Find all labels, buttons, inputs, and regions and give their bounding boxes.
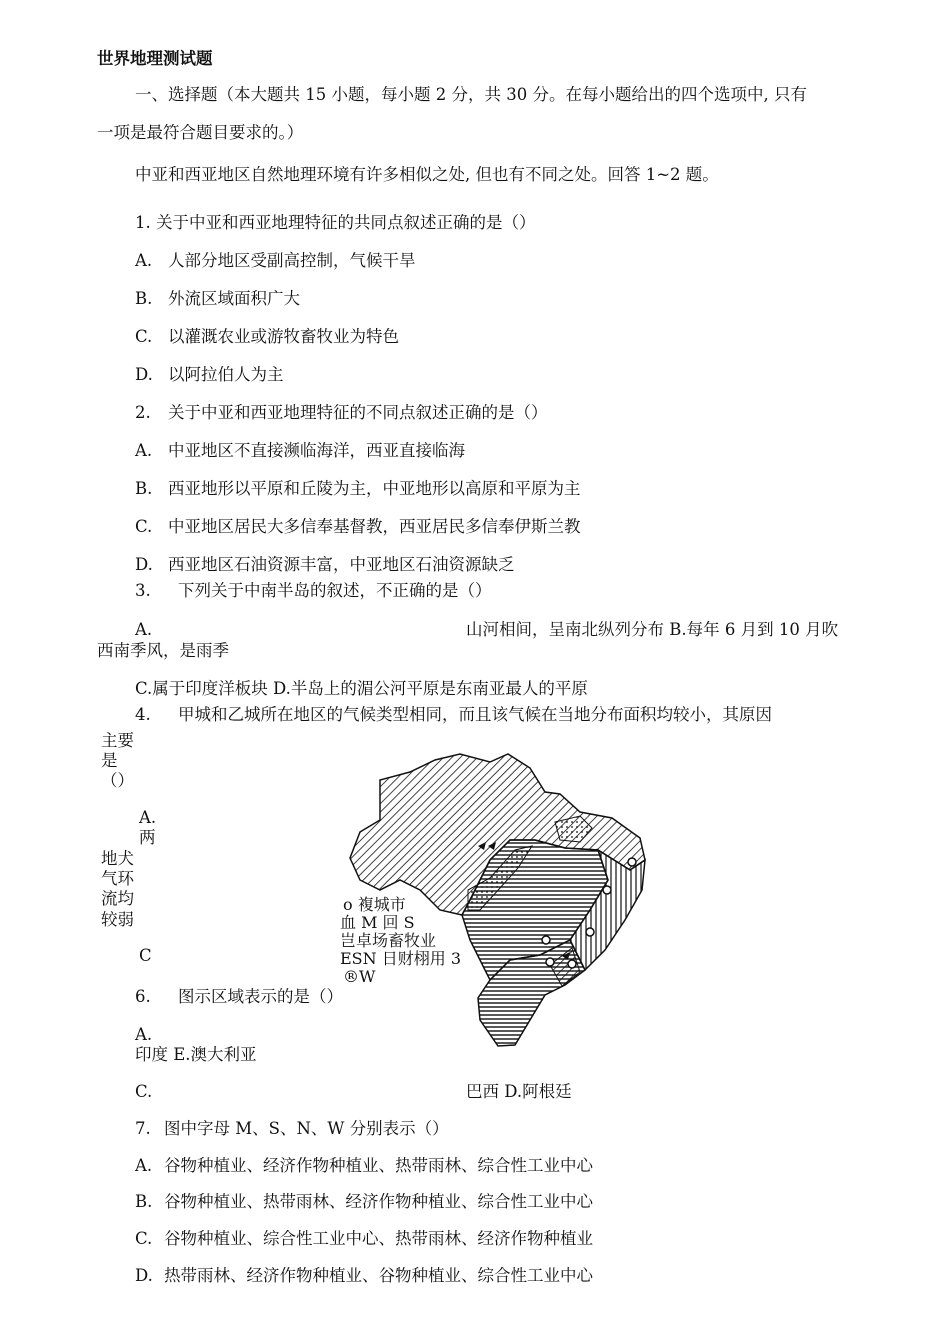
- question-2-number: 2.: [135, 403, 151, 422]
- question-3-number: 3.: [135, 581, 151, 600]
- question-4-option-a-line-1: 两: [139, 828, 156, 847]
- question-4-option-a-line-5: 较弱: [101, 910, 134, 929]
- question-3-option-a-letter: A.: [135, 620, 153, 639]
- question-2-option-a-letter: A.: [135, 441, 153, 460]
- question-7-number: 7.: [135, 1119, 151, 1138]
- question-4-stem-continued-1: 主要: [101, 731, 134, 750]
- map-legend-pastoral: 岂卓场畜牧业: [340, 931, 437, 950]
- question-2-option-d: 西亚地区石油资源丰富，中亚地区石油资源缺乏: [168, 555, 515, 574]
- question-3-option-b-continued: 西南季风，是雨季: [97, 641, 229, 660]
- question-1-option-b-letter: B.: [135, 289, 153, 308]
- question-4-option-a-letter: A.: [139, 808, 157, 827]
- map-legend-m-s: 血 M 回 S: [340, 913, 415, 932]
- question-1-option-b: 外流区域面积广大: [168, 289, 300, 308]
- question-1-option-a: 人部分地区受副高控制，气候干旱: [168, 251, 416, 270]
- question-2-option-a: 中亚地区不直接濒临海洋，西亚直接临海: [168, 441, 465, 460]
- question-4-option-a-line-4: 流均: [101, 889, 134, 908]
- question-7-option-b-letter: B.: [135, 1192, 153, 1211]
- question-4-option-a-line-3: 气环: [101, 869, 134, 888]
- question-4-stem-continued-2: 是: [101, 751, 118, 770]
- question-1-option-c: 以灌溉农业或游牧畜牧业为特色: [168, 327, 399, 346]
- question-7-option-d: 热带雨林、经济作物种植业、谷物种植业、综合性工业中心: [164, 1266, 593, 1285]
- question-2-stem: 关于中亚和西亚地理特征的不同点叙述正确的是（）: [168, 403, 548, 422]
- map-legend-city: o 複城市: [343, 895, 406, 914]
- section-instructions-line2: 一项是最符合题目要求的。）: [97, 123, 304, 142]
- question-6-options-ab: 印度 E.澳大利亚: [135, 1045, 257, 1064]
- question-1-option-a-letter: A.: [135, 251, 153, 270]
- question-6-number: 6.: [135, 987, 151, 1006]
- question-7-option-c-letter: C.: [135, 1229, 153, 1248]
- question-2-option-d-letter: D.: [135, 555, 153, 574]
- question-3-stem: 下列关于中南半岛的叙述，不正确的是（）: [178, 581, 492, 600]
- question-6-option-c-letter: C.: [135, 1082, 153, 1101]
- question-2-option-b: 西亚地形以平原和丘陵为主，中亚地形以高原和平原为主: [168, 479, 581, 498]
- section-instructions-line1: 一、选择题（本大题共 15 小题，每小题 2 分，共 30 分。在每小题给出的四个选项中, 只有: [135, 85, 807, 104]
- question-7-option-a: 谷物种植业、经济作物种植业、热带雨林、综合性工业中心: [164, 1156, 593, 1175]
- question-3-option-a: 山河相间，呈南北纵列分布 B.每年 6 月到 10 月吹: [466, 620, 839, 639]
- map-legend-n: ESN 日财栩用 3: [340, 949, 461, 968]
- question-6-option-a-letter: A.: [135, 1025, 153, 1044]
- question-2-option-b-letter: B.: [135, 479, 153, 498]
- question-group-intro: 中亚和西亚地区自然地理环境有许多相似之处, 但也有不同之处。回答 1~2 题。: [135, 165, 719, 184]
- question-1-option-d: 以阿拉伯人为主: [168, 365, 284, 384]
- question-6-stem: 图示区域表示的是（）: [178, 987, 343, 1006]
- question-2-option-c: 中亚地区居民大多信奉基督教，西亚居民多信奉伊斯兰教: [168, 517, 581, 536]
- question-3-options-cd: C.属于印度洋板块 D.半岛上的湄公河平原是东南亚最人的平原: [135, 679, 588, 698]
- question-7-option-d-letter: D.: [135, 1266, 153, 1285]
- question-4-option-c-letter: C: [139, 946, 152, 965]
- map-legend-w: ®W: [343, 967, 376, 986]
- question-1-stem: 1. 关于中亚和西亚地理特征的共同点叙述正确的是（）: [135, 213, 536, 232]
- question-7-stem: 图中字母 M、S、N、W 分别表示（）: [164, 1119, 449, 1138]
- question-1-option-d-letter: D.: [135, 365, 153, 384]
- question-4-option-a-line-2: 地犬: [101, 849, 134, 868]
- question-4-stem: 甲城和乙城所在地区的气候类型相同，而且该气候在当地分布面积均较小，其原因: [178, 705, 772, 724]
- page-title: 世界地理测试题: [97, 49, 213, 68]
- question-4-stem-continued-3: （）: [101, 771, 134, 790]
- question-7-option-b: 谷物种植业、热带雨林、经济作物种植业、综合性工业中心: [164, 1192, 593, 1211]
- question-7-option-c: 谷物种植业、综合性工业中心、热带雨林、经济作物种植业: [164, 1229, 593, 1248]
- question-7-option-a-letter: A.: [135, 1156, 153, 1175]
- question-4-number: 4.: [135, 705, 151, 724]
- question-2-option-c-letter: C.: [135, 517, 153, 536]
- question-1-option-c-letter: C.: [135, 327, 153, 346]
- question-6-options-cd: 巴西 D.阿根廷: [466, 1082, 572, 1101]
